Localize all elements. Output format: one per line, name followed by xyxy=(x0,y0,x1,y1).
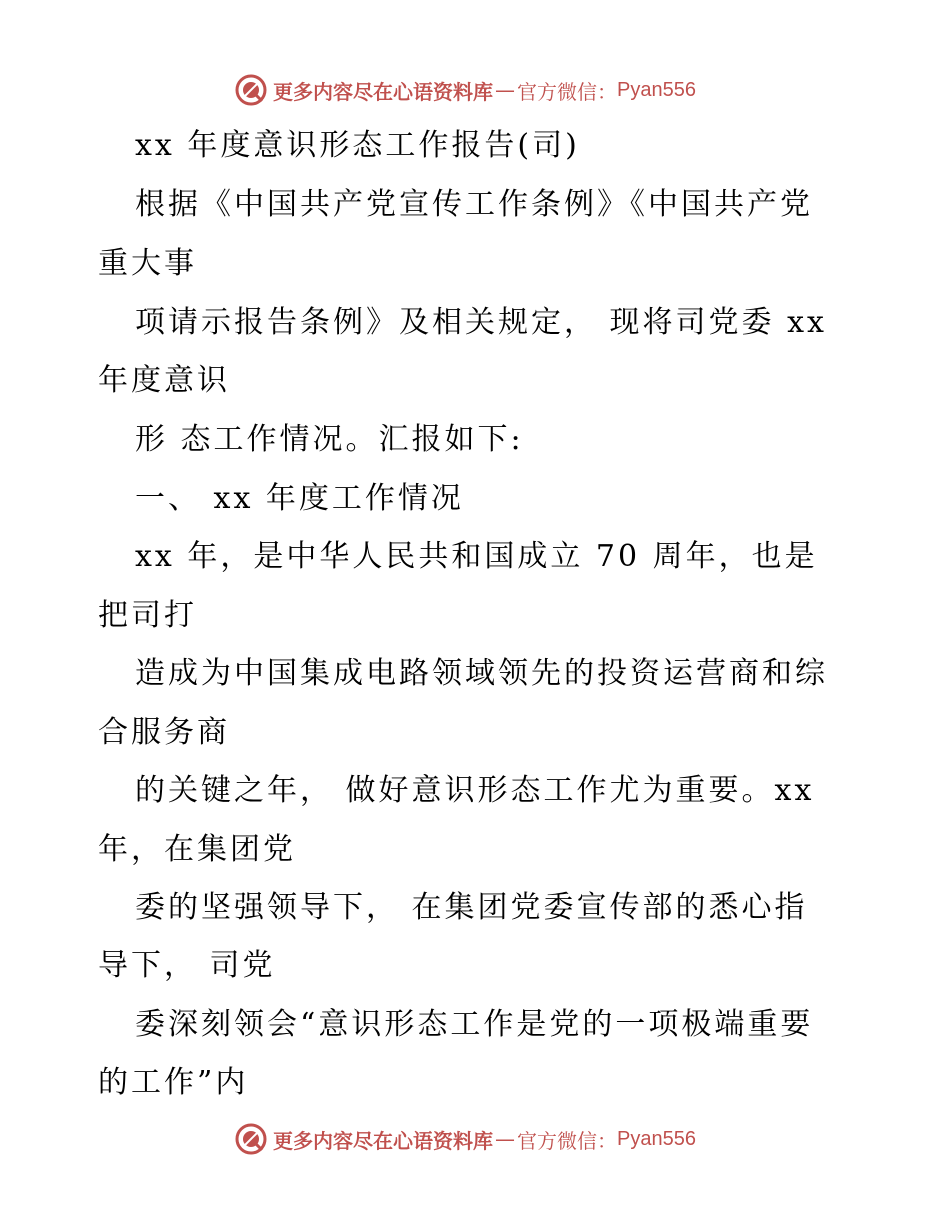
paragraph-line: 把司打 xyxy=(98,598,197,633)
stamp-logo-icon xyxy=(235,74,267,106)
watermark-dash: — xyxy=(495,1127,515,1151)
footer-watermark xyxy=(235,1122,755,1156)
paragraph-line: 形 态工作情况。汇报如下: xyxy=(135,422,524,457)
paragraph-line: 的关键之年， 做好意识形态工作尤为重要。xx xyxy=(135,773,815,808)
watermark-side-text: 官方微信： xyxy=(517,79,617,104)
paragraph-line: 的工作”内 xyxy=(98,1065,249,1100)
watermark-account: Pyan556 xyxy=(617,78,696,101)
paragraph-line: 根据《中国共产党宣传工作条例》《中国共产党 xyxy=(135,187,813,222)
watermark-main-text: 更多内容尽在心语资料库 xyxy=(273,79,493,104)
paragraph-line: 年度意识 xyxy=(98,363,230,398)
paragraph-line: 重大事 xyxy=(98,246,197,281)
section-heading: 一、 xx 年度工作情况 xyxy=(135,481,464,516)
paragraph-line: xx 年，是中华人民共和国成立 70 周年，也是 xyxy=(135,539,818,574)
stamp-logo-icon xyxy=(235,1123,267,1155)
paragraph-line: 委深刻领会“意识形态工作是党的一项极端重要 xyxy=(135,1007,814,1042)
paragraph-line: 项请示报告条例》及相关规定， 现将司党委 xx xyxy=(135,305,827,340)
header-watermark xyxy=(235,73,755,107)
paragraph-line: 造成为中国集成电路领域领先的投资运营商和综 xyxy=(135,656,828,691)
watermark-account: Pyan556 xyxy=(617,1127,696,1150)
paragraph-line: 合服务商 xyxy=(98,715,230,750)
watermark-main-text: 更多内容尽在心语资料库 xyxy=(273,1128,493,1153)
paragraph-line: 委的坚强领导下， 在集团党委宣传部的悉心指 xyxy=(135,890,808,925)
watermark-dash: — xyxy=(495,78,515,102)
watermark-side-text: 官方微信： xyxy=(517,1128,617,1153)
paragraph-line: 导下， 司党 xyxy=(98,948,276,983)
paragraph-line: 年，在集团党 xyxy=(98,832,296,867)
document-title: xx 年度意识形态工作报告(司) xyxy=(135,128,580,163)
